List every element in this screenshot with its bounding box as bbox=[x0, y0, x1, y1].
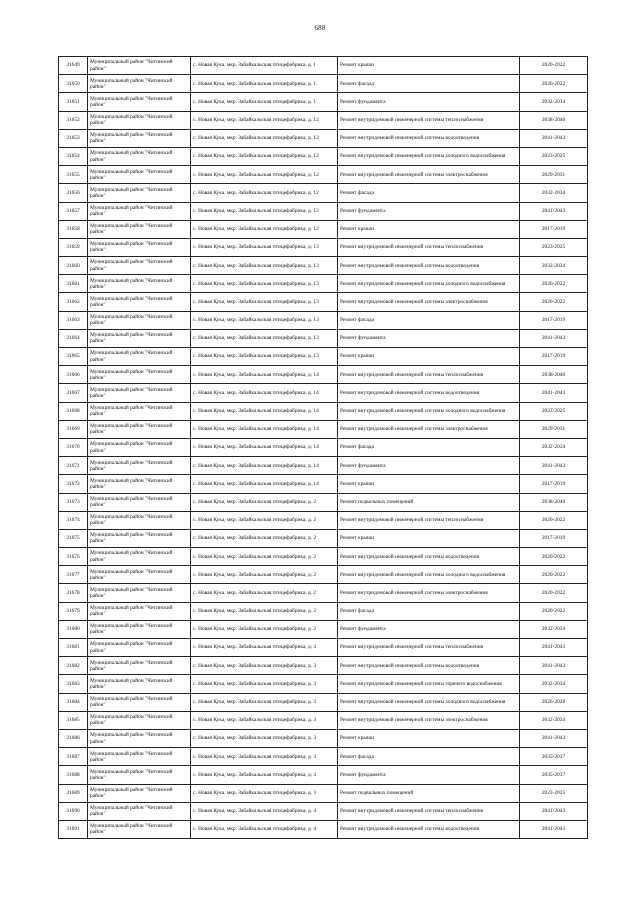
work-type-cell: Ремонт фундамента bbox=[338, 457, 520, 475]
address-cell: с. Новая Кука, мкр. Забайкальская птицефабрика, д. 14 bbox=[191, 475, 338, 493]
period-cell: 2032-2034 bbox=[520, 675, 588, 693]
address-cell: с. Новая Кука, мкр. Забайкальская птицефабрика, д. 13 bbox=[191, 348, 338, 366]
municipality-cell: Муниципальный район "Читинский район" bbox=[88, 748, 191, 766]
address-cell: с. Новая Кука, мкр. Забайкальская птицефабрика, д. 12 bbox=[191, 166, 338, 184]
municipality-cell: Муниципальный район "Читинский район" bbox=[88, 529, 191, 547]
work-type-cell: Ремонт внутридомовой инженерной системы холодного водоснабжения bbox=[338, 693, 520, 711]
table-row bbox=[59, 348, 588, 366]
row-number: 31671 bbox=[59, 457, 88, 475]
address-cell: с. Новая Кука, мкр. Забайкальская птицефабрика, д. 12 bbox=[191, 202, 338, 220]
address-cell: с. Новая Кука, мкр. Забайкальская птицефабрика, д. 12 bbox=[191, 147, 338, 165]
period-cell: 2020-2022 bbox=[520, 293, 588, 311]
row-number: 31668 bbox=[59, 402, 88, 420]
table-row bbox=[59, 329, 588, 347]
work-type-cell: Ремонт фасада bbox=[338, 438, 520, 456]
period-cell: 2038-2040 bbox=[520, 493, 588, 511]
address-cell: с. Новая Кука, мкр. Забайкальская птицефабрика, д. 12 bbox=[191, 184, 338, 202]
row-number: 31655 bbox=[59, 166, 88, 184]
table-row bbox=[59, 529, 588, 547]
address-cell: с. Новая Кука, мкр. Забайкальская птицефабрика, д. 1 bbox=[191, 93, 338, 111]
work-type-cell: Ремонт внутридомовой инженерной системы теплоснабжения bbox=[338, 802, 520, 820]
table-row bbox=[59, 729, 588, 747]
table-row bbox=[59, 675, 588, 693]
table-row bbox=[59, 293, 588, 311]
municipality-cell: Муниципальный район "Читинский район" bbox=[88, 238, 191, 256]
row-number: 31654 bbox=[59, 147, 88, 165]
work-type-cell: Ремонт внутридомовой инженерной системы теплоснабжения bbox=[338, 511, 520, 529]
municipality-cell: Муниципальный район "Читинский район" bbox=[88, 75, 191, 93]
municipality-cell: Муниципальный район "Читинский район" bbox=[88, 511, 191, 529]
table-row bbox=[59, 802, 588, 820]
row-number: 31675 bbox=[59, 529, 88, 547]
period-cell: 2032-2034 bbox=[520, 438, 588, 456]
table-row bbox=[59, 420, 588, 438]
municipality-cell: Муниципальный район "Читинский район" bbox=[88, 802, 191, 820]
period-cell: 2041-2043 bbox=[520, 457, 588, 475]
row-number: 31651 bbox=[59, 93, 88, 111]
row-number: 31684 bbox=[59, 693, 88, 711]
period-cell: 2041-2043 bbox=[520, 639, 588, 657]
period-cell: 2017-2019 bbox=[520, 529, 588, 547]
work-type-cell: Ремонт внутридомовой инженерной системы электроснабжения bbox=[338, 166, 520, 184]
table-row bbox=[59, 475, 588, 493]
table-row bbox=[59, 147, 588, 165]
address-cell: с. Новая Кука, мкр. Забайкальская птицефабрика, д. 14 bbox=[191, 420, 338, 438]
municipality-cell: Муниципальный район "Читинский район" bbox=[88, 220, 191, 238]
work-type-cell: Ремонт внутридомовой инженерной системы водоотведения bbox=[338, 548, 520, 566]
address-cell: с. Новая Кука, мкр. Забайкальская птицефабрика, д. 13 bbox=[191, 257, 338, 275]
row-number: 31685 bbox=[59, 711, 88, 729]
table-row bbox=[59, 784, 588, 802]
work-type-cell: Ремонт крыши bbox=[338, 57, 520, 75]
period-cell: 2023-2025 bbox=[520, 402, 588, 420]
municipality-cell: Муниципальный район "Читинский район" bbox=[88, 657, 191, 675]
work-type-cell: Ремонт фундамента bbox=[338, 766, 520, 784]
table-row bbox=[59, 820, 588, 838]
table-row bbox=[59, 711, 588, 729]
municipality-cell: Муниципальный район "Читинский район" bbox=[88, 57, 191, 75]
row-number: 31665 bbox=[59, 348, 88, 366]
period-cell: 2038-2040 bbox=[520, 366, 588, 384]
table-body bbox=[59, 57, 588, 839]
table-row bbox=[59, 548, 588, 566]
work-type-cell: Ремонт внутридомовой инженерной системы теплоснабжения bbox=[338, 639, 520, 657]
work-type-cell: Ремонт внутридомовой инженерной системы электроснабжения bbox=[338, 420, 520, 438]
period-cell: 2041-2043 bbox=[520, 657, 588, 675]
row-number: 31652 bbox=[59, 111, 88, 129]
table-row bbox=[59, 166, 588, 184]
municipality-cell: Муниципальный район "Читинский район" bbox=[88, 147, 191, 165]
table-row bbox=[59, 275, 588, 293]
table-row bbox=[59, 511, 588, 529]
row-number: 31690 bbox=[59, 802, 88, 820]
address-cell: с. Новая Кука, мкр. Забайкальская птицефабрика, д. 1 bbox=[191, 57, 338, 75]
table-row bbox=[59, 184, 588, 202]
municipality-cell: Муниципальный район "Читинский район" bbox=[88, 93, 191, 111]
period-cell: 2020-2022 bbox=[520, 602, 588, 620]
table-row bbox=[59, 75, 588, 93]
period-cell: 2020-2022 bbox=[520, 548, 588, 566]
page-number: 688 bbox=[314, 24, 326, 32]
work-type-cell: Ремонт подвальных помещений bbox=[338, 784, 520, 802]
table-row bbox=[59, 639, 588, 657]
municipality-cell: Муниципальный район "Читинский район" bbox=[88, 693, 191, 711]
work-type-cell: Ремонт фундамента bbox=[338, 329, 520, 347]
table-row bbox=[59, 748, 588, 766]
period-cell: 2029-2031 bbox=[520, 166, 588, 184]
address-cell: с. Новая Кука, мкр. Забайкальская птицефабрика, д. 13 bbox=[191, 329, 338, 347]
row-number: 31686 bbox=[59, 729, 88, 747]
address-cell: с. Новая Кука, мкр. Забайкальская птицефабрика, д. 3 bbox=[191, 693, 338, 711]
period-cell: 2038-2040 bbox=[520, 111, 588, 129]
municipality-cell: Муниципальный район "Читинский район" bbox=[88, 420, 191, 438]
row-number: 31682 bbox=[59, 657, 88, 675]
municipality-cell: Муниципальный район "Читинский район" bbox=[88, 329, 191, 347]
table-row bbox=[59, 238, 588, 256]
municipality-cell: Муниципальный район "Читинский район" bbox=[88, 639, 191, 657]
address-cell: с. Новая Кука, мкр. Забайкальская птицефабрика, д. 2 bbox=[191, 566, 338, 584]
period-cell: 2032-2034 bbox=[520, 93, 588, 111]
work-type-cell: Ремонт фасада bbox=[338, 311, 520, 329]
address-cell: с. Новая Кука, мкр. Забайкальская птицефабрика, д. 14 bbox=[191, 438, 338, 456]
period-cell: 2023-2025 bbox=[520, 147, 588, 165]
row-number: 31649 bbox=[59, 57, 88, 75]
row-number: 31670 bbox=[59, 438, 88, 456]
address-cell: с. Новая Кука, мкр. Забайкальская птицефабрика, д. 12 bbox=[191, 220, 338, 238]
repair-schedule-table bbox=[58, 56, 588, 839]
work-type-cell: Ремонт крыши bbox=[338, 475, 520, 493]
municipality-cell: Муниципальный район "Читинский район" bbox=[88, 711, 191, 729]
work-type-cell: Ремонт внутридомовой инженерной системы электроснабжения bbox=[338, 584, 520, 602]
period-cell: 2017-2019 bbox=[520, 348, 588, 366]
work-type-cell: Ремонт крыши bbox=[338, 220, 520, 238]
table-row bbox=[59, 657, 588, 675]
municipality-cell: Муниципальный район "Читинский район" bbox=[88, 475, 191, 493]
row-number: 31683 bbox=[59, 675, 88, 693]
work-type-cell: Ремонт внутридомовой инженерной системы водоотведения bbox=[338, 129, 520, 147]
municipality-cell: Муниципальный район "Читинский район" bbox=[88, 820, 191, 838]
row-number: 31650 bbox=[59, 75, 88, 93]
table-row bbox=[59, 257, 588, 275]
row-number: 31673 bbox=[59, 493, 88, 511]
address-cell: с. Новая Кука, мкр. Забайкальская птицефабрика, д. 14 bbox=[191, 366, 338, 384]
period-cell: 2041-2043 bbox=[520, 329, 588, 347]
municipality-cell: Муниципальный район "Читинский район" bbox=[88, 784, 191, 802]
work-type-cell: Ремонт фасада bbox=[338, 602, 520, 620]
municipality-cell: Муниципальный район "Читинский район" bbox=[88, 293, 191, 311]
address-cell: с. Новая Кука, мкр. Забайкальская птицефабрика, д. 2 bbox=[191, 511, 338, 529]
work-type-cell: Ремонт фундамента bbox=[338, 620, 520, 638]
address-cell: с. Новая Кука, мкр. Забайкальская птицефабрика, д. 4 bbox=[191, 802, 338, 820]
address-cell: с. Новая Кука, мкр. Забайкальская птицефабрика, д. 3 bbox=[191, 657, 338, 675]
work-type-cell: Ремонт фасада bbox=[338, 748, 520, 766]
work-type-cell: Ремонт крыши bbox=[338, 729, 520, 747]
municipality-cell: Муниципальный район "Читинский район" bbox=[88, 675, 191, 693]
municipality-cell: Муниципальный район "Читинский район" bbox=[88, 111, 191, 129]
period-cell: 2023-2025 bbox=[520, 238, 588, 256]
period-cell: 2020-2022 bbox=[520, 57, 588, 75]
row-number: 31660 bbox=[59, 257, 88, 275]
address-cell: с. Новая Кука, мкр. Забайкальская птицефабрика, д. 3 bbox=[191, 639, 338, 657]
period-cell: 2017-2019 bbox=[520, 220, 588, 238]
row-number: 31680 bbox=[59, 620, 88, 638]
row-number: 31667 bbox=[59, 384, 88, 402]
address-cell: с. Новая Кука, мкр. Забайкальская птицефабрика, д. 2 bbox=[191, 602, 338, 620]
work-type-cell: Ремонт внутридомовой инженерной системы горячего водоснабжения bbox=[338, 675, 520, 693]
municipality-cell: Муниципальный район "Читинский район" bbox=[88, 348, 191, 366]
row-number: 31657 bbox=[59, 202, 88, 220]
municipality-cell: Муниципальный район "Читинский район" bbox=[88, 493, 191, 511]
row-number: 31676 bbox=[59, 548, 88, 566]
address-cell: с. Новая Кука, мкр. Забайкальская птицефабрика, д. 12 bbox=[191, 111, 338, 129]
address-cell: с. Новая Кука, мкр. Забайкальская птицефабрика, д. 13 bbox=[191, 293, 338, 311]
period-cell: 2035-2037 bbox=[520, 748, 588, 766]
work-type-cell: Ремонт крыши bbox=[338, 348, 520, 366]
address-cell: с. Новая Кука, мкр. Забайкальская птицефабрика, д. 14 bbox=[191, 402, 338, 420]
municipality-cell: Муниципальный район "Читинский район" bbox=[88, 275, 191, 293]
row-number: 31656 bbox=[59, 184, 88, 202]
address-cell: с. Новая Кука, мкр. Забайкальская птицефабрика, д. 2 bbox=[191, 548, 338, 566]
table-row bbox=[59, 366, 588, 384]
period-cell: 2017-2019 bbox=[520, 311, 588, 329]
period-cell: 2041-2043 bbox=[520, 384, 588, 402]
period-cell: 2032-2034 bbox=[520, 257, 588, 275]
work-type-cell: Ремонт фасада bbox=[338, 75, 520, 93]
address-cell: с. Новая Кука, мкр. Забайкальская птицефабрика, д. 3 bbox=[191, 675, 338, 693]
work-type-cell: Ремонт внутридомовой инженерной системы холодного водоснабжения bbox=[338, 275, 520, 293]
table-row bbox=[59, 311, 588, 329]
row-number: 31661 bbox=[59, 275, 88, 293]
municipality-cell: Муниципальный район "Читинский район" bbox=[88, 457, 191, 475]
table-row bbox=[59, 129, 588, 147]
work-type-cell: Ремонт внутридомовой инженерной системы холодного водоснабжения bbox=[338, 402, 520, 420]
period-cell: 2017-2019 bbox=[520, 475, 588, 493]
row-number: 31677 bbox=[59, 566, 88, 584]
row-number: 31666 bbox=[59, 366, 88, 384]
period-cell: 2023-2025 bbox=[520, 784, 588, 802]
row-number: 31659 bbox=[59, 238, 88, 256]
work-type-cell: Ремонт внутридомовой инженерной системы теплоснабжения bbox=[338, 366, 520, 384]
work-type-cell: Ремонт внутридомовой инженерной системы водоотведения bbox=[338, 657, 520, 675]
period-cell: 2041-2043 bbox=[520, 802, 588, 820]
period-cell: 2032-2034 bbox=[520, 711, 588, 729]
table-row bbox=[59, 493, 588, 511]
period-cell: 2020-2022 bbox=[520, 511, 588, 529]
period-cell: 2041-2043 bbox=[520, 820, 588, 838]
address-cell: с. Новая Кука, мкр. Забайкальская птицефабрика, д. 2 bbox=[191, 493, 338, 511]
work-type-cell: Ремонт фундамента bbox=[338, 202, 520, 220]
table-row bbox=[59, 384, 588, 402]
row-number: 31689 bbox=[59, 784, 88, 802]
municipality-cell: Муниципальный район "Читинский район" bbox=[88, 402, 191, 420]
municipality-cell: Муниципальный район "Читинский район" bbox=[88, 438, 191, 456]
table-row bbox=[59, 602, 588, 620]
period-cell: 2041-2043 bbox=[520, 729, 588, 747]
work-type-cell: Ремонт внутридомовой инженерной системы холодного водоснабжения bbox=[338, 147, 520, 165]
row-number: 31687 bbox=[59, 748, 88, 766]
table-row bbox=[59, 93, 588, 111]
table-row bbox=[59, 766, 588, 784]
table-row bbox=[59, 111, 588, 129]
municipality-cell: Муниципальный район "Читинский район" bbox=[88, 202, 191, 220]
table-row bbox=[59, 402, 588, 420]
table-row bbox=[59, 457, 588, 475]
period-cell: 2032-2034 bbox=[520, 620, 588, 638]
address-cell: с. Новая Кука, мкр. Забайкальская птицефабрика, д. 13 bbox=[191, 311, 338, 329]
address-cell: с. Новая Кука, мкр. Забайкальская птицефабрика, д. 13 bbox=[191, 238, 338, 256]
table-row bbox=[59, 220, 588, 238]
address-cell: с. Новая Кука, мкр. Забайкальская птицефабрика, д. 2 bbox=[191, 584, 338, 602]
row-number: 31669 bbox=[59, 420, 88, 438]
address-cell: с. Новая Кука, мкр. Забайкальская птицефабрика, д. 3 bbox=[191, 711, 338, 729]
municipality-cell: Муниципальный район "Читинский район" bbox=[88, 384, 191, 402]
row-number: 31658 bbox=[59, 220, 88, 238]
address-cell: с. Новая Кука, мкр. Забайкальская птицефабрика, д. 3 bbox=[191, 729, 338, 747]
municipality-cell: Муниципальный район "Читинский район" bbox=[88, 129, 191, 147]
work-type-cell: Ремонт подвальных помещений bbox=[338, 493, 520, 511]
table-row bbox=[59, 202, 588, 220]
work-type-cell: Ремонт внутридомовой инженерной системы теплоснабжения bbox=[338, 111, 520, 129]
work-type-cell: Ремонт внутридомовой инженерной системы водоотведения bbox=[338, 257, 520, 275]
municipality-cell: Муниципальный район "Читинский район" bbox=[88, 729, 191, 747]
row-number: 31663 bbox=[59, 311, 88, 329]
row-number: 31681 bbox=[59, 639, 88, 657]
table-row bbox=[59, 438, 588, 456]
municipality-cell: Муниципальный район "Читинский район" bbox=[88, 602, 191, 620]
period-cell: 2032-2034 bbox=[520, 184, 588, 202]
work-type-cell: Ремонт фасада bbox=[338, 184, 520, 202]
municipality-cell: Муниципальный район "Читинский район" bbox=[88, 257, 191, 275]
work-type-cell: Ремонт крыши bbox=[338, 529, 520, 547]
municipality-cell: Муниципальный район "Читинский район" bbox=[88, 584, 191, 602]
address-cell: с. Новая Кука, мкр. Забайкальская птицефабрика, д. 2 bbox=[191, 620, 338, 638]
municipality-cell: Муниципальный район "Читинский район" bbox=[88, 311, 191, 329]
row-number: 31691 bbox=[59, 820, 88, 838]
row-number: 31678 bbox=[59, 584, 88, 602]
row-number: 31664 bbox=[59, 329, 88, 347]
address-cell: с. Новая Кука, мкр. Забайкальская птицефабрика, д. 13 bbox=[191, 275, 338, 293]
row-number: 31679 bbox=[59, 602, 88, 620]
address-cell: с. Новая Кука, мкр. Забайкальская птицефабрика, д. 3 bbox=[191, 766, 338, 784]
table-row bbox=[59, 57, 588, 75]
municipality-cell: Муниципальный район "Читинский район" bbox=[88, 566, 191, 584]
period-cell: 2020-2022 bbox=[520, 75, 588, 93]
period-cell: 2020-2022 bbox=[520, 566, 588, 584]
table-row bbox=[59, 566, 588, 584]
row-number: 31653 bbox=[59, 129, 88, 147]
work-type-cell: Ремонт внутридомовой инженерной системы электроснабжения bbox=[338, 293, 520, 311]
row-number: 31672 bbox=[59, 475, 88, 493]
address-cell: с. Новая Кука, мкр. Забайкальская птицефабрика, д. 3 bbox=[191, 784, 338, 802]
municipality-cell: Муниципальный район "Читинский район" bbox=[88, 548, 191, 566]
work-type-cell: Ремонт внутридомовой инженерной системы теплоснабжения bbox=[338, 238, 520, 256]
work-type-cell: Ремонт фундамента bbox=[338, 93, 520, 111]
address-cell: с. Новая Кука, мкр. Забайкальская птицефабрика, д. 14 bbox=[191, 457, 338, 475]
municipality-cell: Муниципальный район "Читинский район" bbox=[88, 166, 191, 184]
period-cell: 2020-2022 bbox=[520, 584, 588, 602]
period-cell: 2026-2028 bbox=[520, 693, 588, 711]
municipality-cell: Муниципальный район "Читинский район" bbox=[88, 766, 191, 784]
address-cell: с. Новая Кука, мкр. Забайкальская птицефабрика, д. 3 bbox=[191, 748, 338, 766]
footer-mark: , bbox=[101, 884, 102, 889]
municipality-cell: Муниципальный район "Читинский район" bbox=[88, 620, 191, 638]
period-cell: 2020-2022 bbox=[520, 275, 588, 293]
period-cell: 2041-2043 bbox=[520, 129, 588, 147]
address-cell: с. Новая Кука, мкр. Забайкальская птицефабрика, д. 2 bbox=[191, 529, 338, 547]
work-type-cell: Ремонт внутридомовой инженерной системы водоотведения bbox=[338, 384, 520, 402]
row-number: 31674 bbox=[59, 511, 88, 529]
municipality-cell: Муниципальный район "Читинский район" bbox=[88, 366, 191, 384]
work-type-cell: Ремонт внутридомовой инженерной системы холодного водоснабжения bbox=[338, 566, 520, 584]
period-cell: 2035-2037 bbox=[520, 766, 588, 784]
period-cell: 2029-2031 bbox=[520, 420, 588, 438]
address-cell: с. Новая Кука, мкр. Забайкальская птицефабрика, д. 4 bbox=[191, 820, 338, 838]
municipality-cell: Муниципальный район "Читинский район" bbox=[88, 184, 191, 202]
work-type-cell: Ремонт внутридомовой инженерной системы электроснабжения bbox=[338, 711, 520, 729]
address-cell: с. Новая Кука, мкр. Забайкальская птицефабрика, д. 14 bbox=[191, 384, 338, 402]
row-number: 31688 bbox=[59, 766, 88, 784]
address-cell: с. Новая Кука, мкр. Забайкальская птицефабрика, д. 1 bbox=[191, 75, 338, 93]
work-type-cell: Ремонт внутридомовой инженерной системы водоотведения bbox=[338, 820, 520, 838]
table-row bbox=[59, 620, 588, 638]
table-row bbox=[59, 584, 588, 602]
table-row bbox=[59, 693, 588, 711]
period-cell: 2041-2043 bbox=[520, 202, 588, 220]
address-cell: с. Новая Кука, мкр. Забайкальская птицефабрика, д. 12 bbox=[191, 129, 338, 147]
row-number: 31662 bbox=[59, 293, 88, 311]
